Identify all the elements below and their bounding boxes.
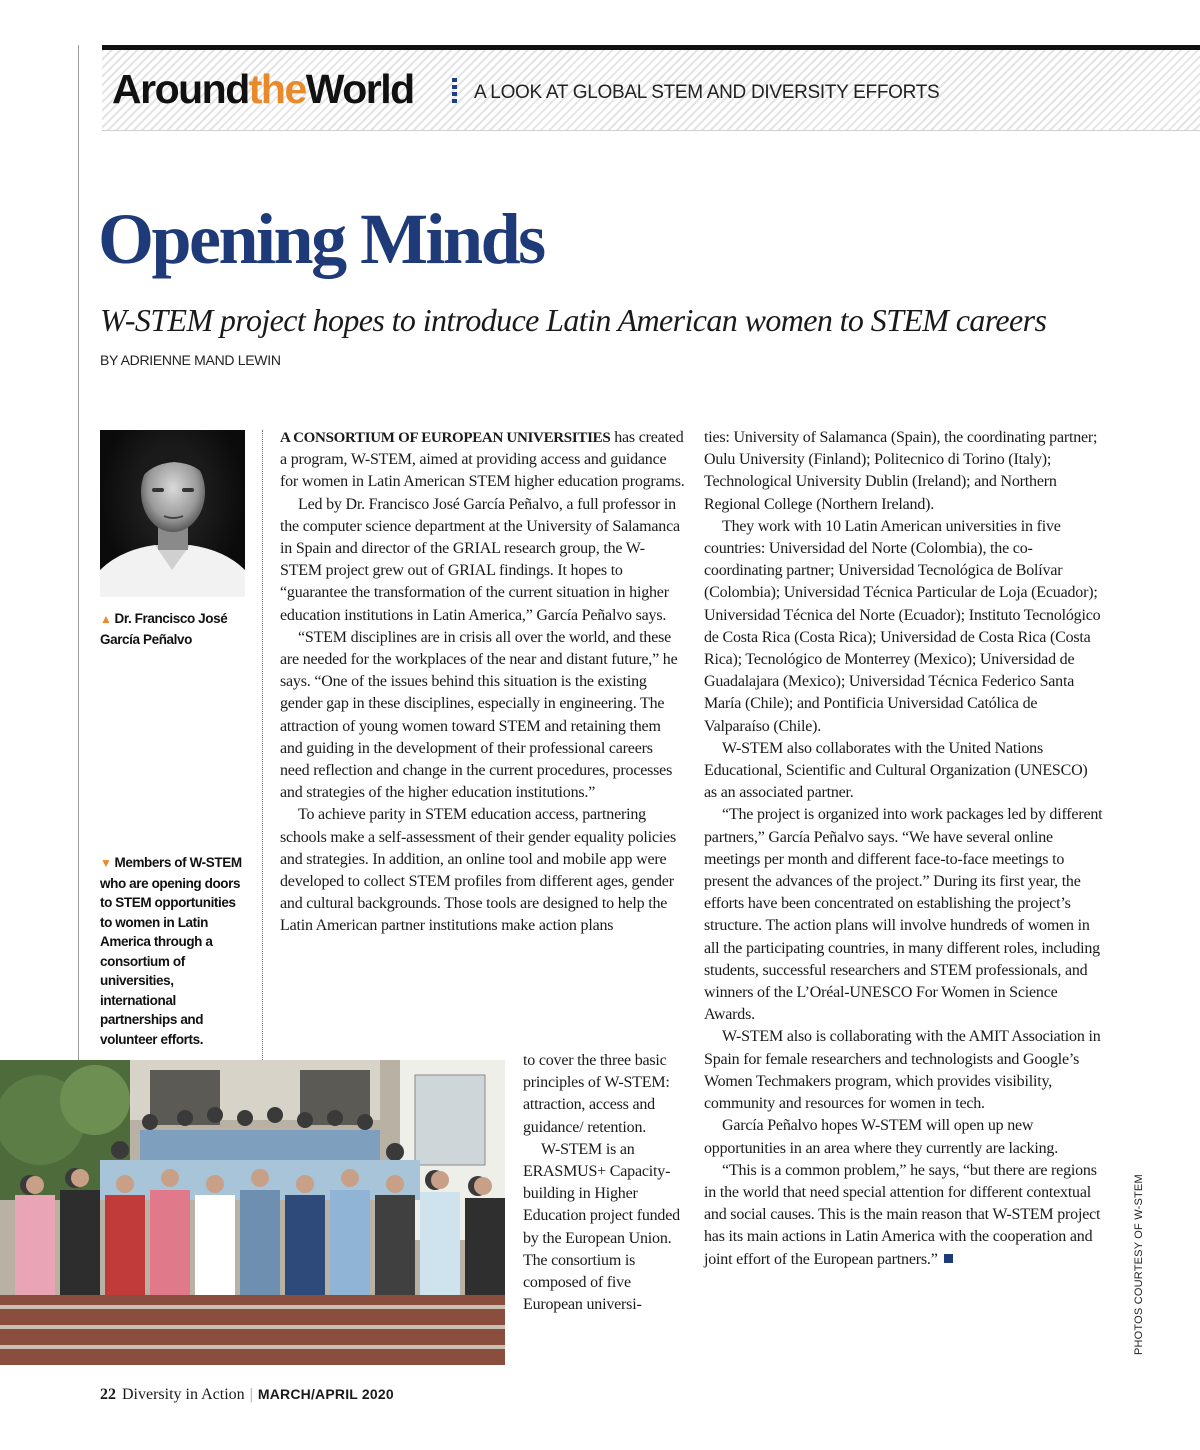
paragraph: Led by Dr. Francisco José García Peñalvo, a full professor in the computer science department at the University of Salamanca in Spain and director of the GRIAL research group, the W-STEM project grew out of GRIAL findings. It hopes to “guarantee the transformation of the current situation in higher education institutions in Latin America,” García Peñalvo says. [280,495,680,624]
article-column-1 [280,427,685,938]
triangle-down-icon: ▼ [100,856,112,870]
headline: Opening Minds [98,199,544,279]
paragraph: García Peñalvo hopes W-STEM will open up new opportunities in an area where they currently are lacking. [704,1117,1059,1157]
photo-credit: PHOTOS COURTESY OF W-STEM [1133,1174,1145,1355]
paragraph: W-STEM also is collaborating with the AMIT Association in Spain for female researchers and technologists and Google’s Women Techmakers program, which provides visibility, community and resources for women in tech. [704,1028,1101,1113]
column-divider [262,430,263,1060]
publication-name: Diversity in Action [122,1386,245,1403]
paragraph: “The project is organized into work packages led by different partners,” García Peñalvo says. “We have several online meetings per month and different face-to-face meetings to present the advances of the project.” During its first year, the efforts have been concentrated on establishing the project’s structure. The action plans will involve hundreds of women in all the participating countries, in many different roles, including students, successful researchers and STEM professionals, and winners of the L’Oréal-UNESCO For Women in Science Awards. [704,806,1103,1024]
portrait-illustration [100,430,245,597]
page-footer [100,1386,394,1404]
paragraph: W-STEM is an ERASMUS+ Capacity-building in Higher Education project funded by the European Union. The consortium is composed of five European universi- [523,1140,680,1314]
end-mark-icon [944,1254,953,1263]
deck: W-STEM project hopes to introduce Latin American women to STEM careers [100,302,1047,338]
paragraph: W-STEM also collaborates with the United Nations Educational, Scientific and Cultural Organization (UNESCO) as an associated partner. [704,739,1088,802]
footer-divider: | [249,1386,253,1403]
page-number: 22 [100,1386,116,1403]
triangle-up-icon: ▲ [100,612,112,626]
section-separator [452,78,457,104]
group-photo-illustration [0,1060,505,1365]
lead-in: A CONSORTIUM OF EUROPEAN UNIVERSITIES [280,430,611,446]
portrait-caption: ▲ Dr. Francisco José García Peñalvo [100,611,228,647]
paragraph: To achieve parity in STEM education access, partnering schools make a self-assessment of their gender equality policies and strategies. In addition, an online tool and mobile app were developed to collect STEM profiles from different ages, gender and cultural backgrounds. Those tools are designed to help the Latin American partner institutions make action plans [280,806,676,935]
issue-date: MARCH/APRIL 2020 [257,1386,394,1402]
left-rule [78,45,79,1145]
group-photo [0,1060,505,1365]
group-photo-caption: ▼ Members of W-STEM who are opening doors to STEM opportunities to women in Latin America through a consortium of universities, international partnerships and volunteer efforts. [100,855,242,1047]
byline: BY ADRIENNE MAND LEWIN [100,352,281,368]
section-tagline: A LOOK AT GLOBAL STEM AND DIVERSITY EFFORTS [474,82,940,103]
article-column-2 [704,427,1104,1271]
paragraph: ties: University of Salamanca (Spain), the coordinating partner; Oulu University (Finland); Politecnico di Torino (Italy); Technological University Dublin (Ireland); and Northern Regional College (Northern Ireland). [704,429,1098,513]
portrait-photo [100,430,245,597]
paragraph: They work with 10 Latin American universities in five countries: Universidad del Norte (Colombia), the co-coordinating partner; Universidad Tecnológica de Bolívar (Colombia); Universidad Técnica Particular de Loja (Ecuador); Universidad Técnica del Norte (Ecuador); Instituto Tecnológico de Costa Rica (Costa Rica); Universidad de Costa Rica (Costa Rica); Tecnológico de Monterrey (Mexico); Universidad de Guadalajara (Mexico); Universidad Técnica Federico Santa María (Chile); and Pontificia Universidad Católica de Valparaíso (Chile). [704,517,1101,735]
paragraph: “This is a common problem,” he says, “but there are regions in the world that need special attention for different contextual and social causes. This is the main reason that W-STEM project has its main actions in Latin America with the cooperation and joint effort of the European partners.” [704,1161,1101,1268]
paragraph: A CONSORTIUM OF EUROPEAN UNIVERSITIES has created a program, W-STEM, aimed at providing access and guidance for women in Latin American STEM higher education programs. [280,429,685,491]
paragraph: “STEM disciplines are in crisis all over the world, and these are needed for the workplaces of the near and distant future,” he says. “One of the issues behind this situation is the existing gender gap in these disciplines, especially in engineering. The attraction of young women toward STEM and retaining them and guiding in the development of their professional careers need reflection and change in the current procedures, processes and strategies of the higher education institutions.” [280,628,678,802]
paragraph: to cover the three basic principles of W-STEM: attraction, access and guidance/ retention. [523,1052,670,1136]
section-title: AroundtheWorld [112,66,414,112]
article-column-1-continued [523,1050,683,1316]
